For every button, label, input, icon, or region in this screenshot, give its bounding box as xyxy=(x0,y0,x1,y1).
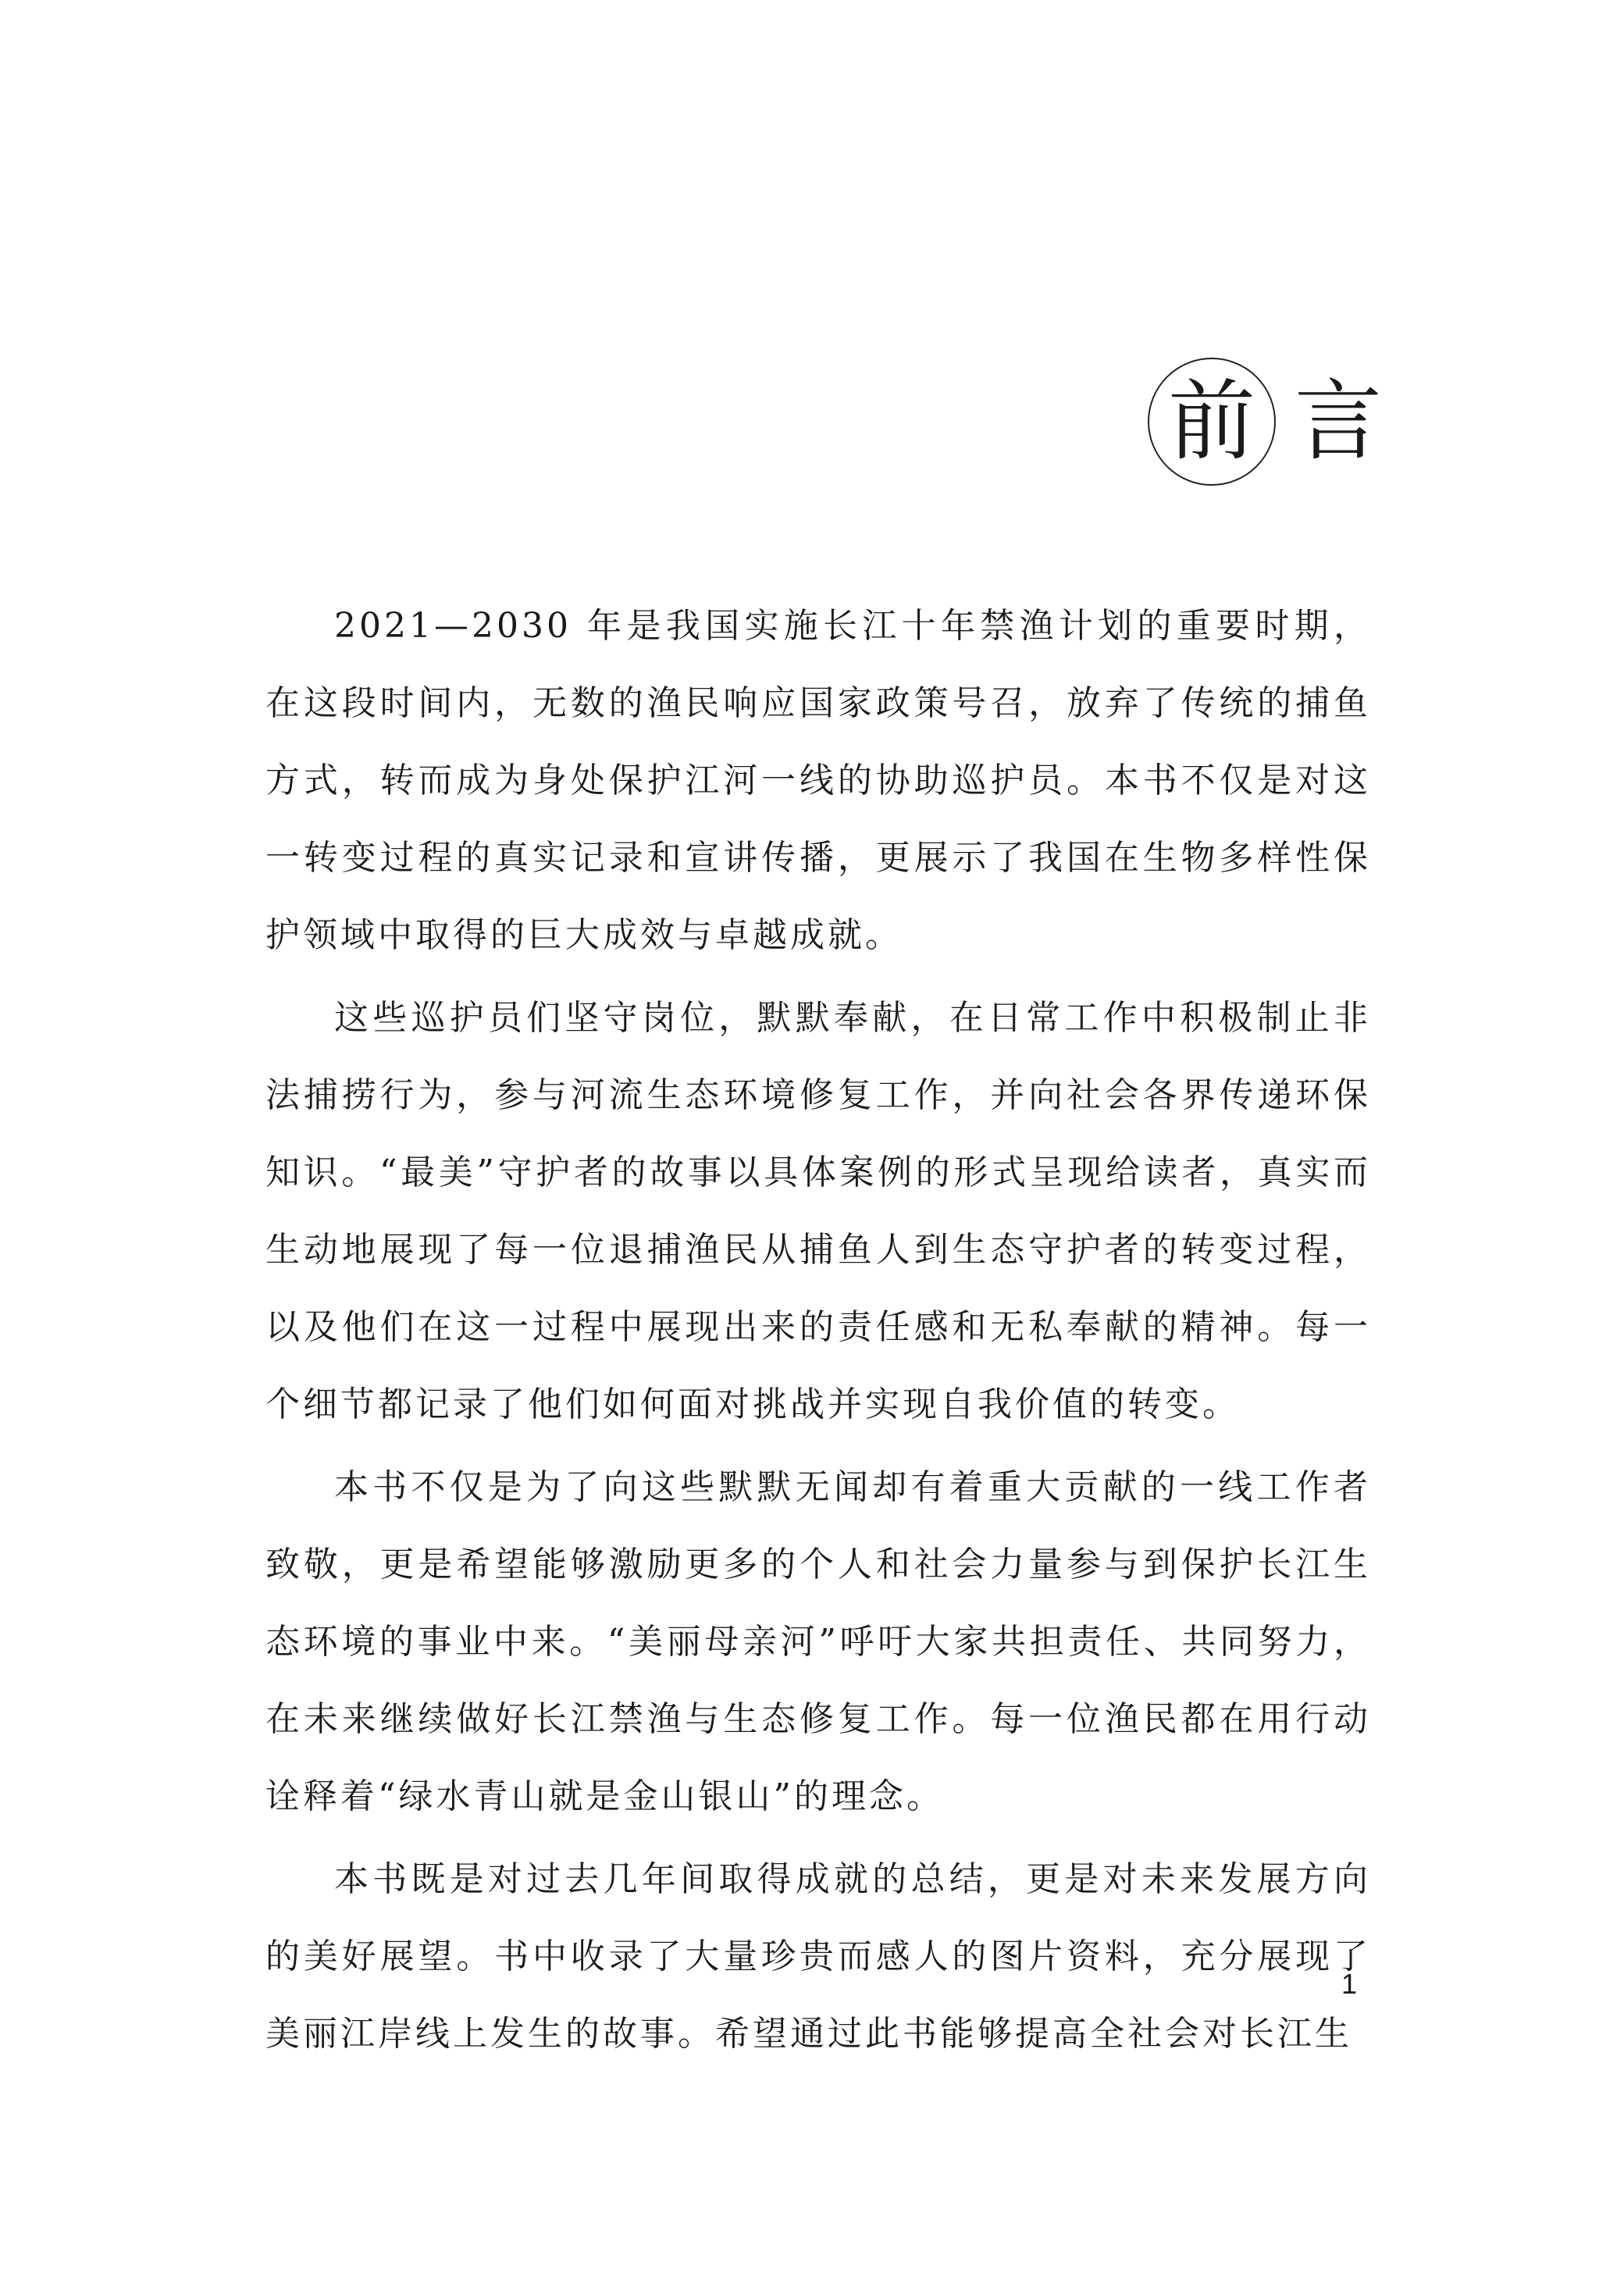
paragraph-1: 2021—2030 年是我国实施长江十年禁渔计划的重要时期，在这段时间内，无数的渔民响应国家政策号召，放弃了传统的捕鱼方式，转而成为身处保护江河一线的协助巡护员。本书不仅是对这一转变过程的真实记录和宣讲传播，更展示了我国在生物多样性保护领域中取得的巨大成效与卓越成就。 xyxy=(265,606,1371,955)
heading-circled-char: 前 xyxy=(1148,358,1276,486)
preface-body xyxy=(265,587,1371,2078)
paragraph-2: 这些巡护员们坚守岗位，默默奉献，在日常工作中积极制止非法捕捞行为，参与河流生态环境修复工作，并向社会各界传递环保知识。“最美”守护者的故事以具体案例的形式呈现给读者，真实而生动地展现了每一位退捕渔民从捕鱼人到生态守护者的转变过程，以及他们在这一过程中展现出来的责任感和无私奉献的精神。每一个细节都记录了他们如何面对挑战并实现自我价值的转变。 xyxy=(265,998,1371,1424)
heading-second-char: 言 xyxy=(1295,371,1382,472)
preface-heading xyxy=(1148,344,1382,500)
page-number: 1 xyxy=(1341,1968,1358,2000)
paragraph-4: 本书既是对过去几年间取得成就的总结，更是对未来发展方向的美好展望。书中收录了大量珍贵而感人的图片资料，充分展现了美丽江岸线上发生的故事。希望通过此书能够提高全社会对长江生 xyxy=(265,1859,1371,2054)
paragraph-3: 本书不仅是为了向这些默默无闻却有着重大贡献的一线工作者致敬，更是希望能够激励更多的个人和社会力量参与到保护长江生态环境的事业中来。“美丽母亲河”呼吁大家共担责任、共同努力，在未来继续做好长江禁渔与生态修复工作。每一位渔民都在用行动诠释着“绿水青山就是金山银山”的理念。 xyxy=(265,1467,1371,1816)
